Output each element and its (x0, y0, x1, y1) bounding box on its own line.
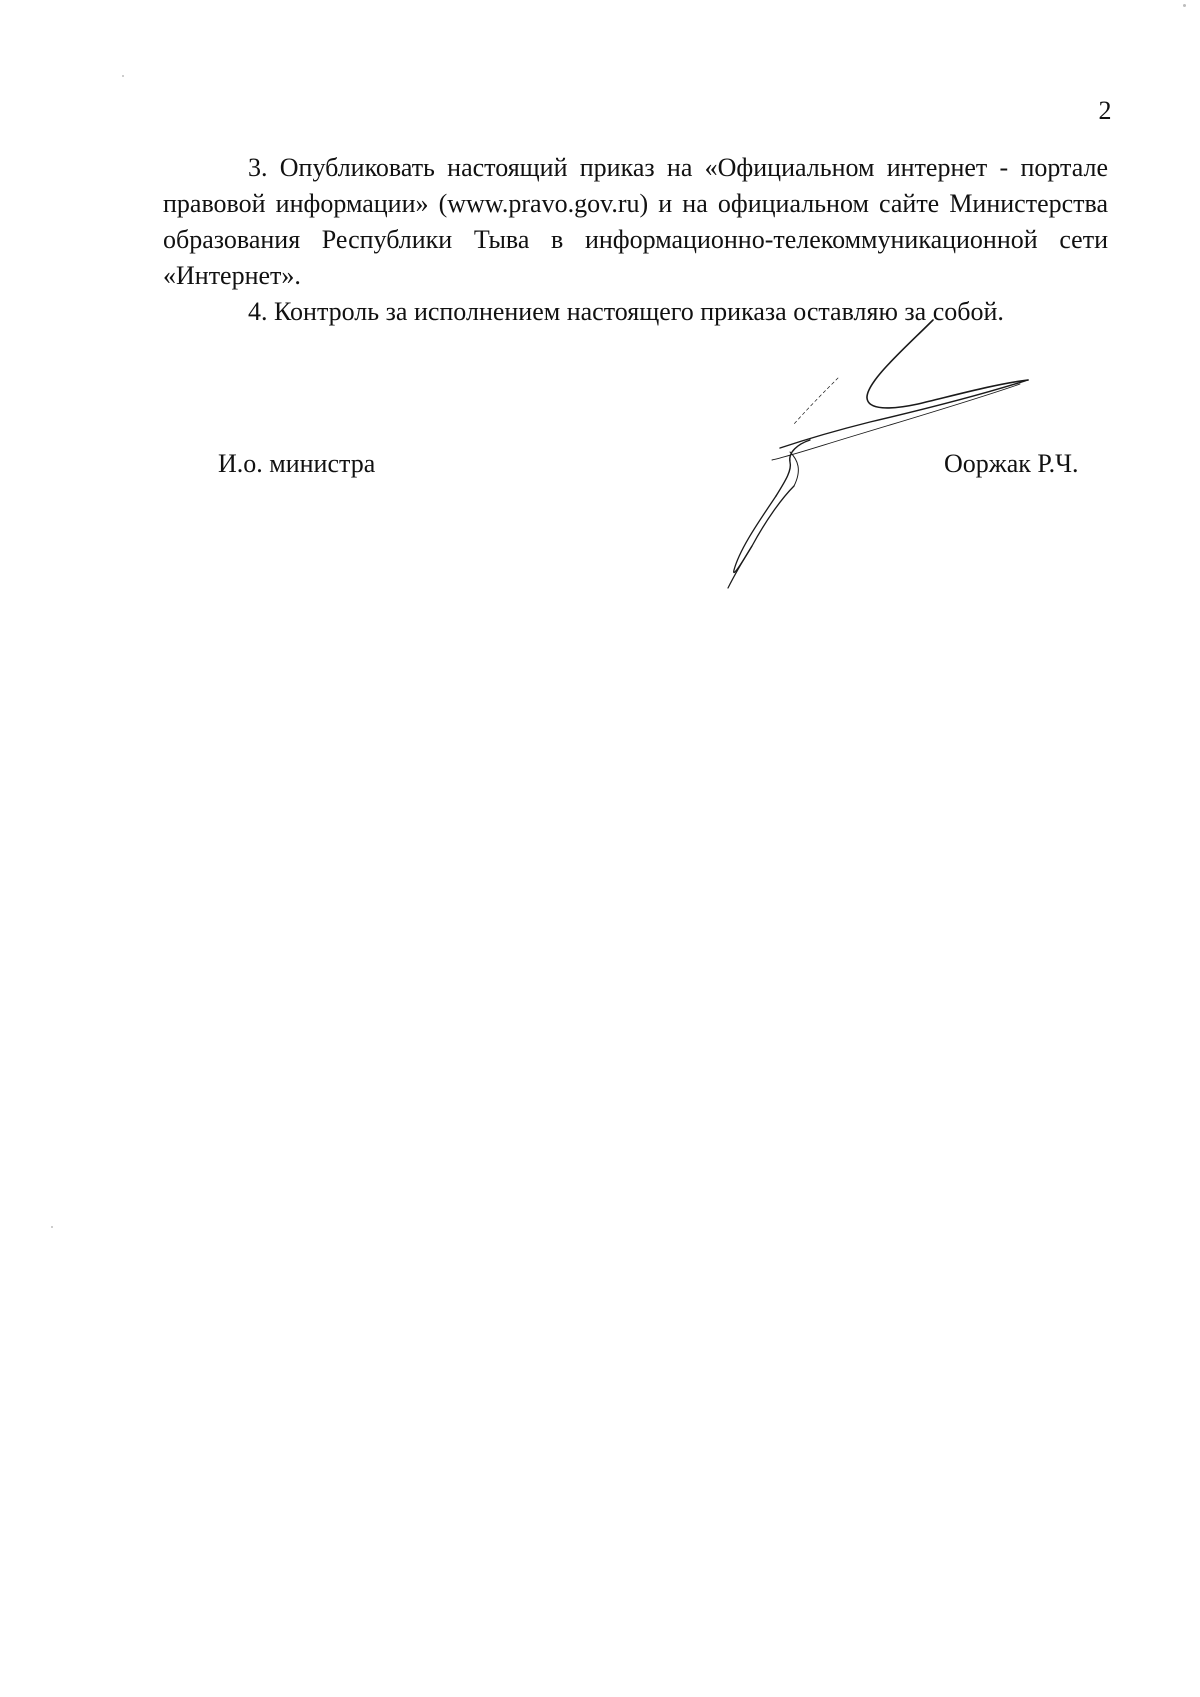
scan-speck (1183, 4, 1186, 7)
scan-speck (122, 75, 124, 77)
paragraph-publication: 3. Опубликовать настоящий приказ на «Официальном интернет - портале правовой информации» (www.pravo.gov.ru) и на официальном сайте Министерства образования Республики Тыва в информационно-телекоммуникационной сети «Интернет». (163, 153, 1108, 290)
page-number: 2 (1098, 96, 1112, 125)
signer-position: И.о. министра (218, 449, 376, 478)
paragraph-control: 4. Контроль за исполнением настоящего приказа оставляю за собой. (248, 297, 1004, 326)
document-body (163, 150, 1108, 330)
handwritten-signature (690, 320, 1050, 590)
scan-speck (51, 1226, 53, 1228)
signer-name: Ооржак Р.Ч. (944, 449, 1079, 478)
